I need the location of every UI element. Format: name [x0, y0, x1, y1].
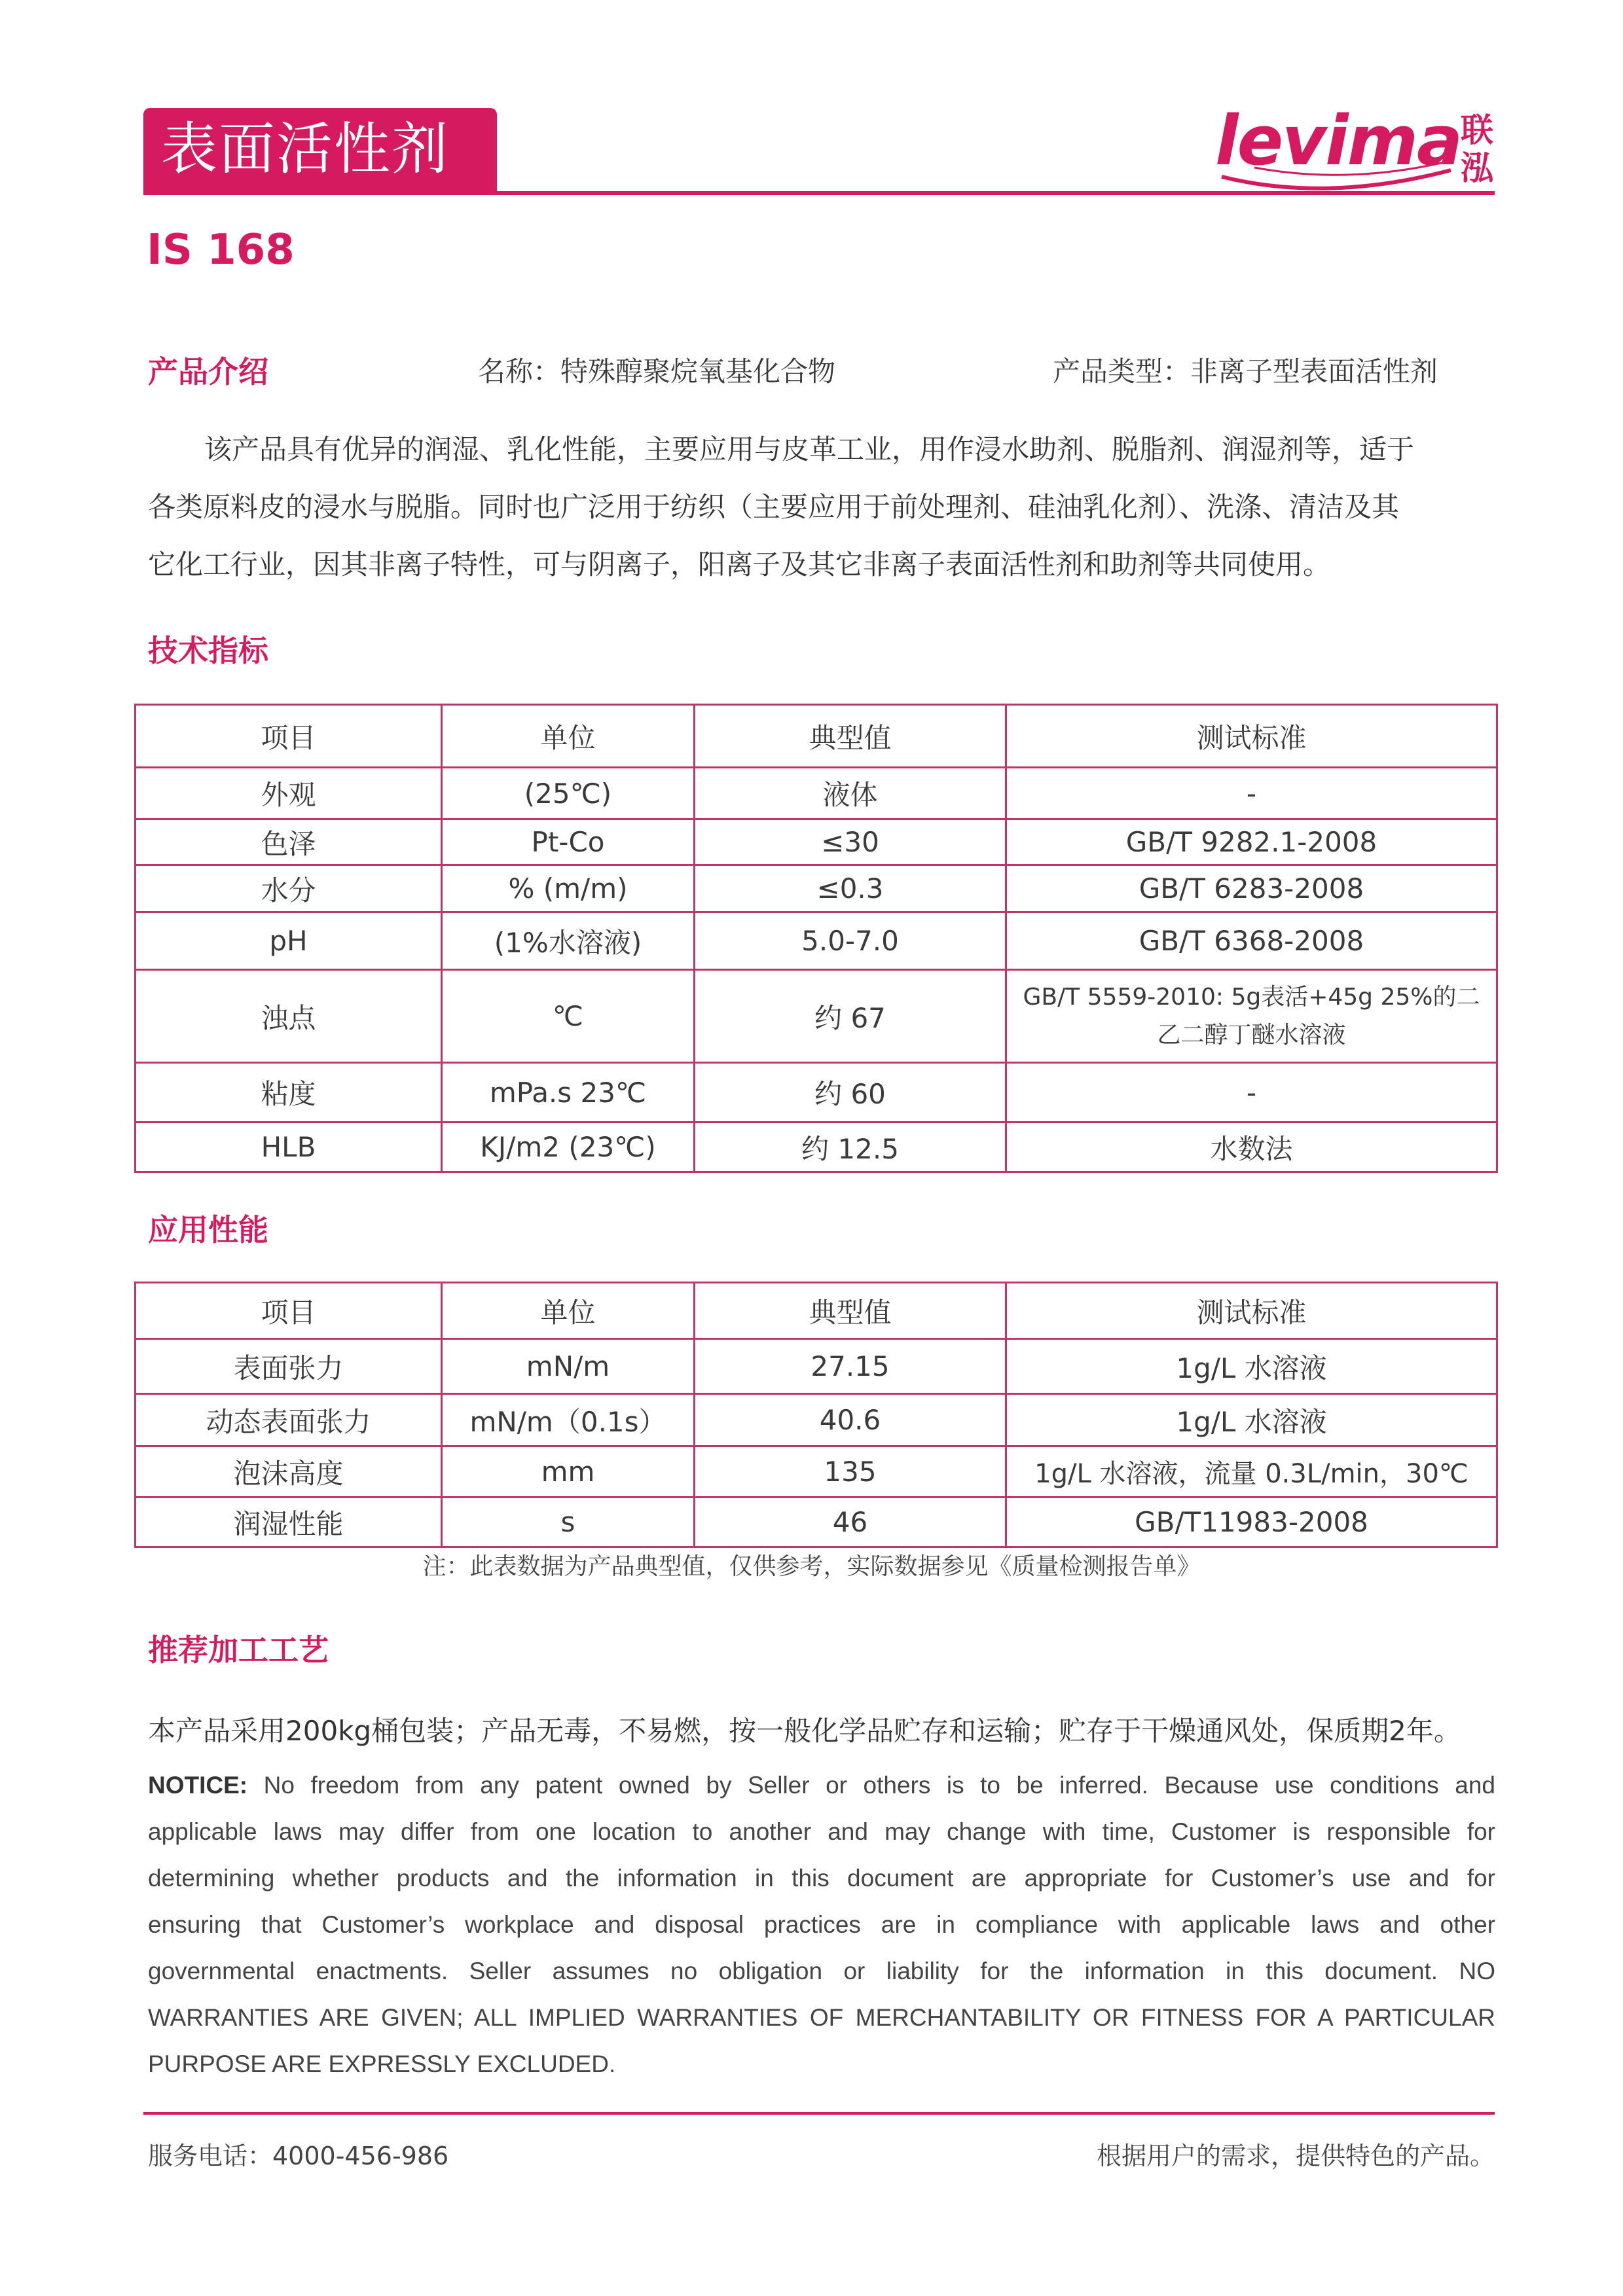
product-code: IS 168	[147, 226, 295, 274]
table-cell: 水分	[136, 865, 442, 912]
table-cell: 泡沫高度	[136, 1446, 442, 1498]
footer-divider	[143, 2112, 1495, 2115]
logo-wordmark: levima	[1215, 101, 1462, 181]
intro-line-3: 它化工行业，因其非离子特性，可与阴离子，阳离子及其它非离子表面活性剂和助剂等共同使用。	[148, 548, 1331, 581]
table-cell: mPa.s 23℃	[442, 1063, 695, 1122]
col-header: 典型值	[695, 705, 1006, 768]
table-cell: 润湿性能	[136, 1498, 442, 1547]
table-cell: (1%水溶液)	[442, 912, 695, 970]
table-cell: Pt-Co	[442, 819, 695, 865]
table-cell: 40.6	[695, 1394, 1006, 1446]
table-row	[136, 912, 1497, 970]
table-row	[136, 768, 1497, 819]
process-section-title: 推荐加工工艺	[148, 1632, 329, 1668]
table-row	[136, 1394, 1497, 1446]
intro-paragraph	[148, 421, 1495, 594]
notice-line-1	[148, 1762, 1495, 1808]
tech-section-title: 技术指标	[148, 633, 268, 668]
table-cell: 外观	[136, 768, 442, 819]
col-header: 项目	[136, 1283, 442, 1339]
table-cell: % (m/m)	[442, 865, 695, 912]
table-cell: 表面张力	[136, 1339, 442, 1394]
product-type: 产品类型：非离子型表面活性剂	[1053, 355, 1438, 387]
intro-line-1: 该产品具有优异的润湿、乳化性能，主要应用与皮革工业，用作浸水助剂、脱脂剂、润湿剂等，适于	[204, 433, 1415, 465]
table-footnote: 注：此表数据为产品典型值，仅供参考，实际数据参见《质量检测报告单》	[422, 1553, 1201, 1580]
logo-cn-char-2: 泓	[1461, 149, 1493, 187]
notice-line-7: PURPOSE ARE EXPRESSLY EXCLUDED.	[148, 2051, 616, 2077]
table-cell: GB/T 6368-2008	[1006, 912, 1497, 970]
table-row	[136, 1122, 1497, 1172]
product-name: 名称：特殊醇聚烷氧基化合物	[478, 355, 836, 387]
table-row	[136, 1498, 1497, 1547]
levima-logo	[1215, 101, 1497, 190]
notice-line-6: WARRANTIES ARE GIVEN; ALL IMPLIED WARRANTIES OF MERCHANTABILITY OR FITNESS FOR A PARTICULAR	[148, 2004, 1495, 2031]
table-cell: 46	[695, 1498, 1006, 1547]
table-row	[136, 1063, 1497, 1122]
notice-line-3: determining whether products and the information in this document are appropriate for Customer’s use and for	[148, 1865, 1495, 1892]
col-header: 测试标准	[1006, 1283, 1497, 1339]
table-cell: 1g/L 水溶液	[1006, 1339, 1497, 1394]
service-phone: 服务电话：4000-456-986	[148, 2142, 449, 2170]
table-cell: GB/T 9282.1-2008	[1006, 819, 1497, 865]
notice-text: No freedom from any patent owned by Seller or others is to be inferred. Because use conditions and	[263, 1772, 1496, 1799]
app-section-title: 应用性能	[148, 1212, 268, 1247]
table-row	[136, 1446, 1497, 1498]
app-performance-table	[134, 1282, 1498, 1548]
table-cell: 1g/L 水溶液，流量 0.3L/min，30℃	[1006, 1446, 1497, 1498]
table-cell: -	[1006, 768, 1497, 819]
notice-label: NOTICE:	[148, 1772, 248, 1799]
page-title: 表面活性剂	[161, 117, 449, 182]
table-row	[136, 970, 1497, 1063]
table-cell: GB/T11983-2008	[1006, 1498, 1497, 1547]
table-cell: 色泽	[136, 819, 442, 865]
legal-notice	[148, 1762, 1495, 2087]
tech-spec-table	[134, 704, 1498, 1173]
table-cell: mN/m（0.1s）	[442, 1394, 695, 1446]
table-cell: 1g/L 水溶液	[1006, 1394, 1497, 1446]
table-cell: 粘度	[136, 1063, 442, 1122]
table-cell: 135	[695, 1446, 1006, 1498]
table-cell: 约 12.5	[695, 1122, 1006, 1172]
table-row	[136, 865, 1497, 912]
table-cell: GB/T 6283-2008	[1006, 865, 1497, 912]
table-cell: pH	[136, 912, 442, 970]
table-header-row	[136, 1283, 1497, 1339]
table-cell: 浊点	[136, 970, 442, 1063]
table-cell: 动态表面张力	[136, 1394, 442, 1446]
notice-line-5: governmental enactments. Seller assumes no obligation or liability for the information in this document. NO	[148, 1958, 1495, 1984]
table-cell: 27.15	[695, 1339, 1006, 1394]
logo-cn-char-1: 联	[1461, 111, 1493, 149]
table-cell: ≤30	[695, 819, 1006, 865]
table-cell: 约 67	[695, 970, 1006, 1063]
footer-slogan: 根据用户的需求，提供特色的产品。	[1096, 2142, 1495, 2170]
col-header: 项目	[136, 705, 442, 768]
col-header: 测试标准	[1006, 705, 1497, 768]
notice-line-4: ensuring that Customer’s workplace and disposal practices are in compliance with applicable laws and other	[148, 1911, 1495, 1938]
table-cell: ℃	[442, 970, 695, 1063]
table-cell: mm	[442, 1446, 695, 1498]
intro-section-title: 产品介绍	[148, 354, 268, 389]
table-row	[136, 1339, 1497, 1394]
packaging-info: 本产品采用200kg桶包装；产品无毒，不易燃，按一般化学品贮存和运输；贮存于干燥通风处，保质期2年。	[148, 1715, 1461, 1747]
col-header: 单位	[442, 1283, 695, 1339]
table-header-row	[136, 705, 1497, 768]
table-cell: 液体	[695, 768, 1006, 819]
table-row	[136, 819, 1497, 865]
table-cell: 约 60	[695, 1063, 1006, 1122]
table-cell: ≤0.3	[695, 865, 1006, 912]
table-cell: s	[442, 1498, 695, 1547]
col-header: 单位	[442, 705, 695, 768]
table-cell: 5.0-7.0	[695, 912, 1006, 970]
table-cell: HLB	[136, 1122, 442, 1172]
notice-line-2: applicable laws may differ from one location to another and may change with time, Customer is responsible for	[148, 1818, 1495, 1845]
intro-line-2: 各类原料皮的浸水与脱脂。同时也广泛用于纺织（主要应用于前处理剂、硅油乳化剂）、洗涤、清洁及其	[148, 491, 1400, 523]
table-cell: 水数法	[1006, 1122, 1497, 1172]
table-cell: (25℃)	[442, 768, 695, 819]
table-cell: mN/m	[442, 1339, 695, 1394]
table-cell: GB/T 5559-2010: 5g表活+45g 25%的二乙二醇丁醚水溶液	[1006, 970, 1497, 1063]
table-cell: KJ/m2 (23℃)	[442, 1122, 695, 1172]
table-cell: -	[1006, 1063, 1497, 1122]
col-header: 典型值	[695, 1283, 1006, 1339]
